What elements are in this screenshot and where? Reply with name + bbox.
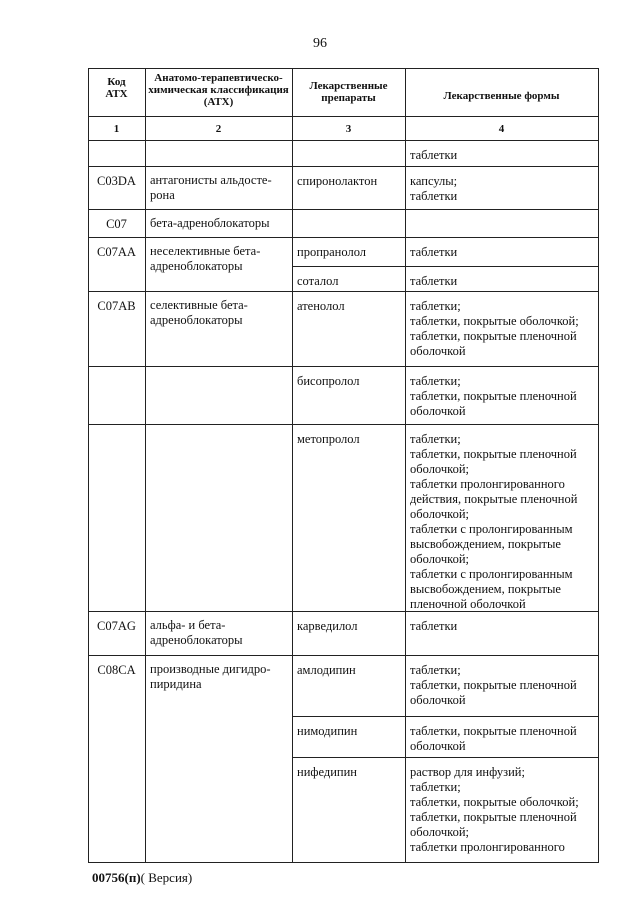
- dosage-forms-line: оболочкой: [410, 344, 466, 358]
- dosage-forms-line: таблетки, покрытые оболочкой;: [410, 314, 579, 328]
- column-number-1-line: 1: [113, 123, 120, 135]
- dosage-forms-line: таблетки;: [410, 432, 461, 446]
- dosage-forms-line: оболочкой;: [410, 552, 469, 566]
- dosage-forms-line: таблетки;: [410, 374, 461, 388]
- row-border: [88, 862, 292, 863]
- dosage-forms-line: пленочной оболочкой: [410, 597, 526, 611]
- drug-name-line: карведилол: [297, 619, 358, 633]
- atc-code: [90, 245, 143, 260]
- atc-group-name-line: пиридина: [150, 677, 202, 691]
- dosage-forms: [410, 148, 595, 163]
- dosage-forms-line: таблетки, покрытые пленочной: [410, 724, 577, 738]
- column-number-1: [88, 122, 145, 137]
- dosage-forms-line: таблетки;: [410, 780, 461, 794]
- column-border-0: [88, 68, 89, 863]
- atc-group-name: [150, 216, 289, 231]
- row-border: [292, 716, 599, 717]
- atc-code: [90, 299, 143, 314]
- dosage-forms-line: таблетки, покрытые пленочной: [410, 447, 577, 461]
- column-number-4: [405, 122, 598, 137]
- dosage-forms-line: таблетки с пролонгированным: [410, 522, 573, 536]
- dosage-forms: [410, 432, 595, 612]
- column-number-4-line: 4: [498, 123, 505, 135]
- dosage-forms-line: таблетки с пролонгированным: [410, 567, 573, 581]
- dosage-forms-line: оболочкой: [410, 404, 466, 418]
- row-border: [88, 209, 292, 210]
- header-code: [88, 76, 145, 100]
- atc-code-line: C03DA: [97, 174, 136, 188]
- atc-code: [90, 619, 143, 634]
- header-drugs: [292, 80, 405, 104]
- dosage-forms-line: таблетки: [410, 274, 458, 288]
- atc-group-name-line: антагонисты альдосте-: [150, 173, 272, 187]
- dosage-forms-line: оболочкой: [410, 693, 466, 707]
- row-border: [292, 424, 599, 425]
- row-border: [88, 291, 292, 292]
- atc-group-name: [150, 662, 289, 692]
- atc-group-name-line: неселективные бета-: [150, 244, 261, 258]
- dosage-forms-line: оболочкой;: [410, 462, 469, 476]
- dosage-forms: [410, 663, 595, 708]
- header-atc-line: Анатомо-терапевтическо-: [154, 72, 283, 84]
- drug-name-line: пропранолол: [297, 245, 367, 259]
- column-number-2: [145, 122, 292, 137]
- atc-group-name: [150, 173, 289, 203]
- row-border: [292, 266, 599, 267]
- dosage-forms-line: действия, покрытые пленочной: [410, 492, 578, 506]
- row-border: [88, 655, 292, 656]
- header-code-line: Код: [107, 76, 126, 88]
- dosage-forms-line: оболочкой;: [410, 825, 469, 839]
- dosage-forms-line: таблетки, покрытые пленочной: [410, 678, 577, 692]
- dosage-forms-line: таблетки: [410, 189, 458, 203]
- row-border: [292, 166, 599, 167]
- atc-code-line: C07: [106, 217, 127, 231]
- dosage-forms-line: таблетки, покрытые пленочной: [410, 389, 577, 403]
- dosage-forms-line: раствор для инфузий;: [410, 765, 525, 779]
- header-atc-line: (АТХ): [203, 96, 234, 108]
- column-border-2: [292, 68, 293, 863]
- row-border: [88, 611, 292, 612]
- atc-group-name: [150, 298, 289, 328]
- dosage-forms-line: таблетки пролонгированного: [410, 840, 565, 854]
- header-forms: [405, 90, 598, 102]
- atc-code-line: C07AB: [97, 299, 136, 313]
- dosage-forms-line: таблетки пролонгированного: [410, 477, 565, 491]
- table-top-border: [88, 68, 599, 69]
- row-border: [292, 366, 599, 367]
- drug-name-line: амлодипин: [297, 663, 356, 677]
- drug-name: [297, 274, 402, 289]
- dosage-forms: [410, 299, 595, 359]
- atc-code-line: C07AA: [97, 245, 136, 259]
- dosage-forms-line: высвобождением, покрытые: [410, 537, 561, 551]
- dosage-forms: [410, 765, 595, 855]
- drug-name: [297, 245, 402, 260]
- column-number-2-line: 2: [215, 123, 222, 135]
- atc-group-name-line: производные дигидро-: [150, 662, 271, 676]
- atc-group-name-line: селективные бета-: [150, 298, 248, 312]
- column-border-4: [598, 68, 599, 863]
- dosage-forms-line: таблетки, покрытые пленочной: [410, 329, 577, 343]
- atc-code: [90, 174, 143, 189]
- header-bottom-border: [88, 116, 599, 117]
- dosage-forms-line: таблетки: [410, 619, 458, 633]
- column-number-3-line: 3: [345, 123, 352, 135]
- column-border-3: [405, 68, 406, 863]
- footer-suffix: ( Версия): [140, 870, 193, 885]
- row-border: [292, 237, 599, 238]
- dosage-forms: [410, 245, 595, 260]
- footer-code: 00756(п): [92, 870, 141, 885]
- drug-name-line: спиронолактон: [297, 174, 378, 188]
- row-border: [292, 291, 599, 292]
- dosage-forms-line: таблетки;: [410, 663, 461, 677]
- drug-name: [297, 619, 402, 634]
- atc-group-name: [150, 618, 289, 648]
- column-number-3: [292, 122, 405, 137]
- page-number: 96: [313, 36, 327, 51]
- number-row-bottom-border: [88, 140, 599, 141]
- drug-name-line: нимодипин: [297, 724, 358, 738]
- atc-group-name-line: бета-адреноблокаторы: [150, 216, 270, 230]
- row-border: [292, 655, 599, 656]
- drug-name-line: атенолол: [297, 299, 345, 313]
- drug-name-line: соталол: [297, 274, 339, 288]
- dosage-forms: [410, 174, 595, 204]
- row-border: [292, 209, 599, 210]
- dosage-forms: [410, 724, 595, 754]
- drug-name: [297, 724, 402, 739]
- document-footer: [92, 870, 192, 886]
- dosage-forms-line: таблетки: [410, 148, 458, 162]
- row-border: [88, 237, 292, 238]
- atc-group-name-line: адреноблокаторы: [150, 313, 243, 327]
- drug-name: [297, 432, 402, 447]
- drug-name: [297, 765, 402, 780]
- atc-group-name: [150, 244, 289, 274]
- drug-name-line: метопролол: [297, 432, 360, 446]
- atc-code-line: C07AG: [97, 619, 136, 633]
- dosage-forms-line: оболочкой: [410, 739, 466, 753]
- dosage-forms: [410, 274, 595, 289]
- atc-group-name-line: адреноблокаторы: [150, 259, 243, 273]
- row-border: [88, 424, 292, 425]
- row-border: [88, 366, 292, 367]
- row-border: [292, 862, 599, 863]
- dosage-forms-line: таблетки, покрытые пленочной: [410, 810, 577, 824]
- atc-group-name-line: альфа- и бета-: [150, 618, 226, 632]
- header-atc-line: химическая классификация: [148, 84, 289, 96]
- drug-name: [297, 663, 402, 678]
- dosage-forms-line: таблетки;: [410, 299, 461, 313]
- dosage-forms-line: капсулы;: [410, 174, 458, 188]
- dosage-forms-line: таблетки: [410, 245, 458, 259]
- header-atc: [145, 72, 292, 108]
- drug-name: [297, 374, 402, 389]
- drug-name-line: нифедипин: [297, 765, 357, 779]
- atc-code-line: C08CA: [97, 663, 136, 677]
- atc-group-name-line: адреноблокаторы: [150, 633, 243, 647]
- dosage-forms-line: оболочкой;: [410, 507, 469, 521]
- atc-code: [90, 217, 143, 232]
- dosage-forms: [410, 619, 595, 634]
- header-drugs-line: препараты: [321, 92, 376, 104]
- header-forms-line: Лекарственные формы: [443, 90, 560, 102]
- dosage-forms-line: высвобождением, покрытые: [410, 582, 561, 596]
- dosage-forms: [410, 374, 595, 419]
- header-code-line: АТХ: [105, 88, 128, 100]
- header-drugs-line: Лекарственные: [309, 80, 388, 92]
- row-border: [88, 166, 292, 167]
- drug-name: [297, 174, 402, 189]
- drug-name: [297, 299, 402, 314]
- atc-code: [90, 663, 143, 678]
- atc-group-name-line: рона: [150, 188, 175, 202]
- drug-name-line: бисопролол: [297, 374, 360, 388]
- row-border: [292, 757, 599, 758]
- column-border-1: [145, 68, 146, 863]
- dosage-forms-line: таблетки, покрытые оболочкой;: [410, 795, 579, 809]
